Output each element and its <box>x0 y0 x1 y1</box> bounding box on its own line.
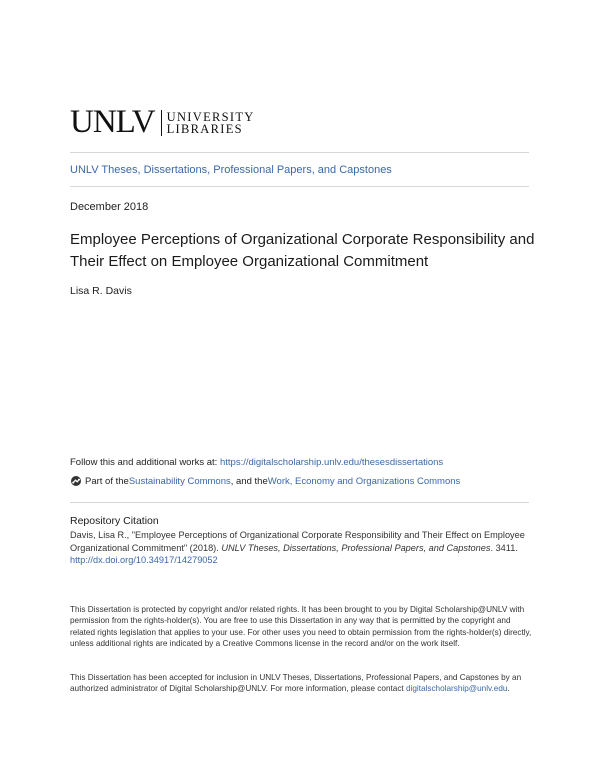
contact-email-link[interactable]: digitalscholarship@unlv.edu <box>405 684 508 694</box>
follow-line <box>70 457 443 468</box>
acceptance-end: . <box>507 684 510 694</box>
citation-number: . 3411. <box>490 542 518 553</box>
part-of-middle: , and the <box>230 475 268 487</box>
acceptance-statement <box>70 672 535 695</box>
doi-link[interactable]: http://dx.doi.org/10.34917/14279052 <box>70 555 218 565</box>
divider-part-of <box>70 502 529 503</box>
publication-date: December 2018 <box>70 201 149 213</box>
sustainability-commons-link[interactable]: Sustainability Commons <box>128 475 231 487</box>
work-economy-commons-link[interactable]: Work, Economy and Organizations Commons <box>267 475 461 487</box>
collection-link[interactable]: UNLV Theses, Dissertations, Professional Papers, and Capstones <box>70 164 392 176</box>
part-of-prefix: Part of the <box>85 475 129 487</box>
logo-mark: UNLV <box>70 104 155 140</box>
logo-line-1: UNIVERSITY <box>166 109 255 124</box>
part-of-line <box>70 475 460 487</box>
repository-citation-heading: Repository Citation <box>70 515 159 527</box>
logo-separator <box>161 110 162 136</box>
unlv-libraries-logo <box>70 106 255 139</box>
divider-collection <box>70 186 529 187</box>
follow-link[interactable]: https://digitalscholarship.unlv.edu/thesesdissertations <box>219 457 444 468</box>
citation-series: UNLV Theses, Dissertations, Professional Papers, and Capstones <box>221 542 491 553</box>
author-name: Lisa R. Davis <box>70 285 132 297</box>
divider-top <box>70 152 529 153</box>
logo-subtitle <box>167 111 255 135</box>
rights-statement: This Dissertation is protected by copyright and/or related rights. It has been brought to you by Digital Scholarship@UNLV with permission from the rights-holder(s). You are free to use this Dissertation in any way that is permitted by the copyright and related rights legislation that applies to your use. For other uses you need to obtain permission from the rights-holder(s) directly, unless additional rights are indicated by a Creative Commons license in the record and/or on the work itself. <box>70 605 532 649</box>
citation-text: Davis, Lisa R., "Employee Perceptions of Organizational Corporate Responsibility and Their Effect on Employee Organizational Commitment" (2018). <box>70 530 525 553</box>
commons-network-icon <box>70 475 82 487</box>
logo-line-2: LIBRARIES <box>166 121 243 136</box>
follow-prefix: Follow this and additional works at: <box>70 457 220 468</box>
acceptance-text: This Dissertation has been accepted for inclusion in UNLV Theses, Dissertations, Professional Papers, and Capstones by an authorized administrator of Digital Scholarship@UNLV. For more information, please contact <box>70 673 522 694</box>
repository-citation <box>70 529 540 567</box>
document-title: Employee Perceptions of Organizational Corporate Responsibility and Their Effect on Employee Organizational Commitment <box>70 231 535 270</box>
